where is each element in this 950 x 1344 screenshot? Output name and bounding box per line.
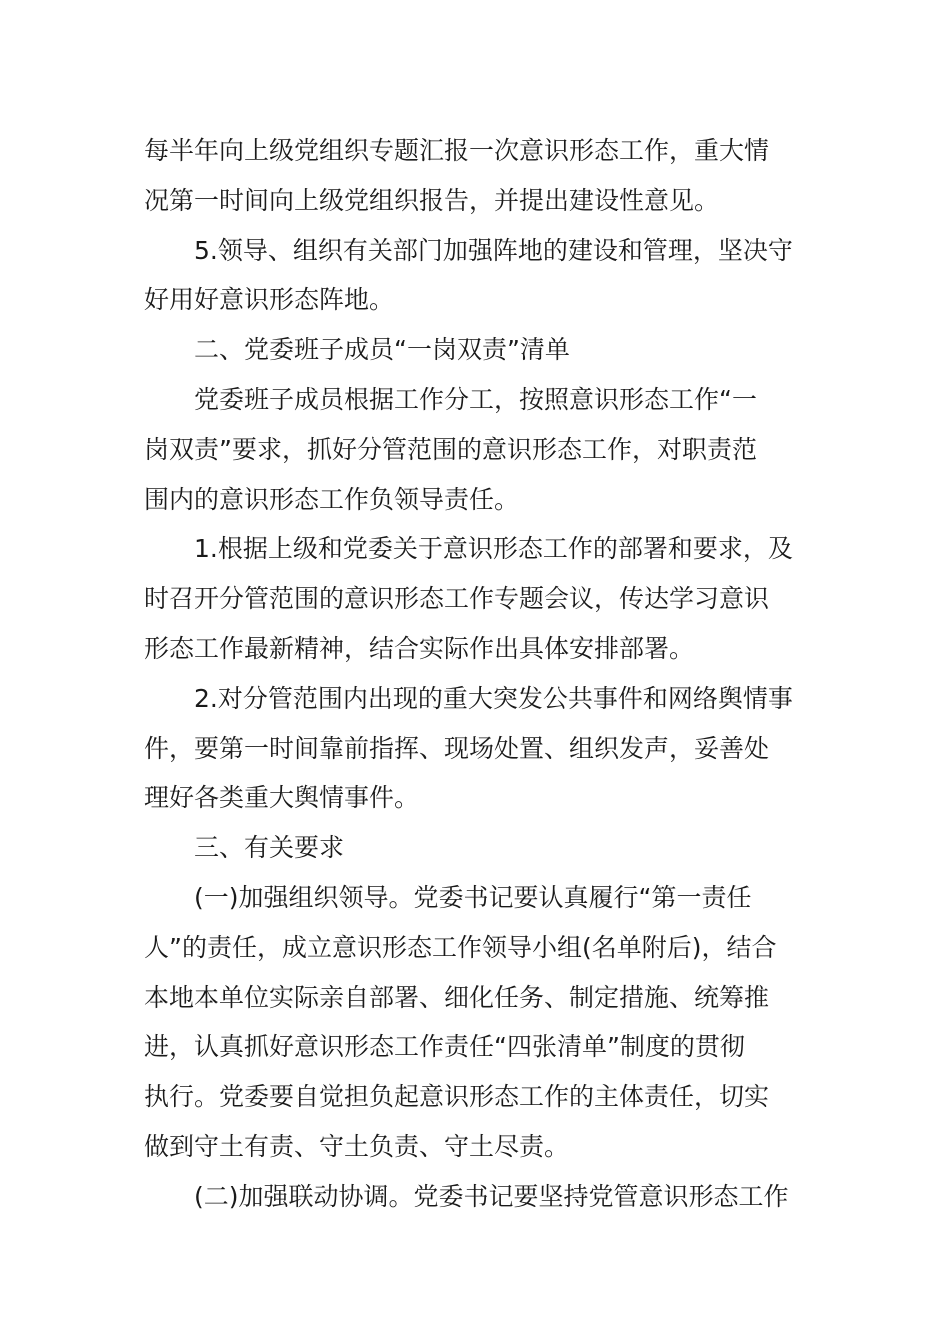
- text-line: 每半年向上级党组织专题汇报一次意识形态工作，重大情: [144, 136, 770, 165]
- text-line: 形态工作最新精神，结合实际作出具体安排部署。: [144, 633, 695, 663]
- text-line: 2.对分管范围内出现的重大突发公共事件和网络舆情事: [194, 683, 793, 713]
- text-line: 理好各类重大舆情事件。: [144, 783, 420, 813]
- section-heading: 三、有关要求: [194, 833, 345, 863]
- text-line: 岗双责”要求，抓好分管范围的意识形态工作，对职责范: [144, 434, 757, 464]
- text-line: 况第一时间向上级党组织报告，并提出建设性意见。: [144, 185, 720, 215]
- text-line: 5.领导、组织有关部门加强阵地的建设和管理，坚决守: [194, 235, 793, 265]
- text-line: 1.根据上级和党委关于意识形态工作的部署和要求，及: [194, 534, 793, 564]
- text-line: 执行。党委要自觉担负起意识形态工作的主体责任，切实: [144, 1082, 770, 1112]
- text-line: 时召开分管范围的意识形态工作专题会议，传达学习意识: [144, 584, 770, 614]
- text-line: 做到守土有责、守土负责、守土尽责。: [144, 1131, 570, 1161]
- text-line: (一)加强组织领导。党委书记要认真履行“第一责任: [194, 882, 752, 912]
- text-line: 件，要第一时间靠前指挥、现场处置、组织发声，妥善处: [144, 733, 770, 763]
- text-line: 党委班子成员根据工作分工，按照意识形态工作“一: [194, 384, 757, 414]
- text-line: 进，认真抓好意识形态工作责任“四张清单”制度的贯彻: [144, 1032, 745, 1062]
- text-line: (二)加强联动协调。党委书记要坚持党管意识形态工作: [194, 1181, 789, 1211]
- text-line: 本地本单位实际亲自部署、细化任务、制定措施、统筹推: [144, 982, 770, 1012]
- section-heading: 二、党委班子成员“一岗双责”清单: [194, 335, 570, 365]
- text-line: 围内的意识形态工作负领导责任。: [144, 484, 520, 514]
- text-line: 好用好意识形态阵地。: [144, 285, 395, 315]
- document-body: [144, 126, 808, 1222]
- text-line: 人”的责任，成立意识形态工作领导小组(名单附后)，结合: [144, 932, 777, 962]
